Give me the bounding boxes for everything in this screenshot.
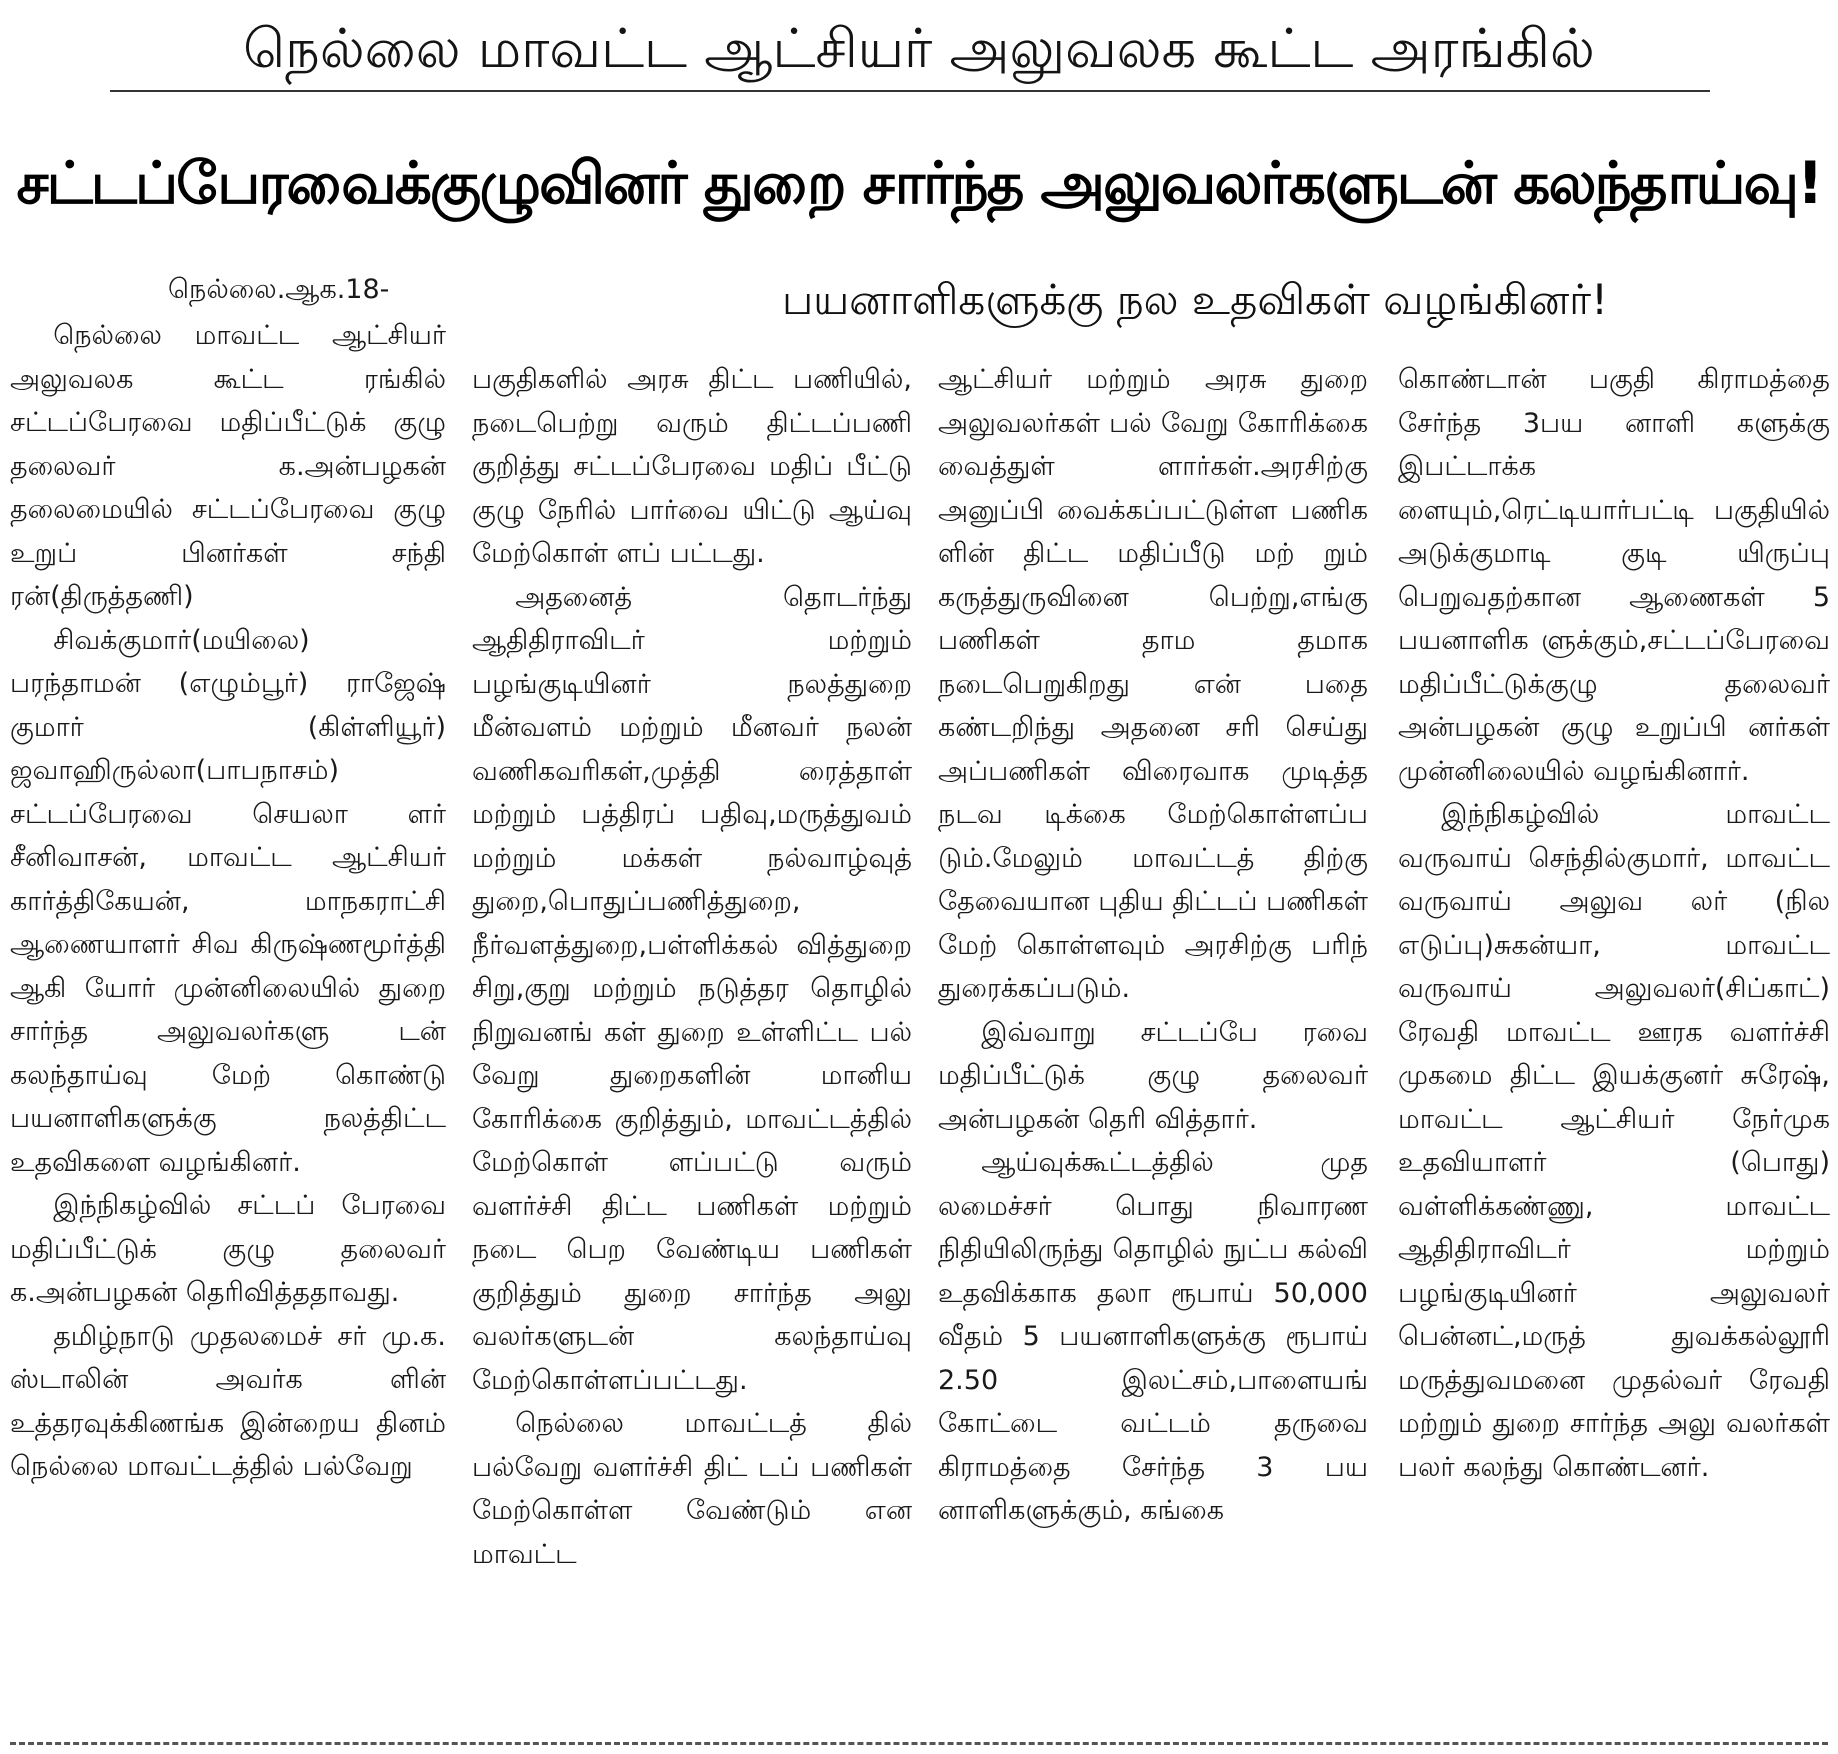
paragraph: ஆய்வுக்கூட்டத்தில் முத லமைச்சர் பொது நிவாரண நிதியிலிருந்து தொழில் நுட்ப கல்வி உதவிக்காக தலா ரூபாய் 50,000 வீதம் 5 பயனாளிகளுக்கு ரூபாய் 2.50 இலட்சம்,பாளையங் கோட்டை வட்டம் தருவை கிராமத்தை சேர்ந்த 3 பய னாளிகளுக்கும், கங்கை — [938, 1147, 1368, 1526]
paragraph: நெல்லை மாவட்டத் தில் பல்வேறு வளர்ச்சி திட் டப் பணிகள் மேற்கொள்ள வேண்டும் என மாவட்ட — [472, 1408, 912, 1570]
article-column-2 — [472, 358, 912, 1734]
paragraph: இந்நிகழ்வில் மாவட்ட வருவாய் செந்தில்குமார், மாவட்ட வருவாய் அலுவ லர் (நில எடுப்பு)சுகன்யா, மாவட்ட வருவாய் அலுவலர்(சிப்காட்) ரேவதி மாவட்ட ஊரக வளர்ச்சி முகமை திட்ட இயக்குனர் சுரேஷ், மாவட்ட ஆட்சியர் நேர்முக உதவியாளர் (பொது) வள்ளிக்கண்ணு, மாவட்ட ஆதிதிராவிடர் மற்றும் பழங்குடியினர் அலுவலர் பென்னட்,மருத் துவக்கல்லூரி மருத்துவமனை முதல்வர் ரேவதி மற்றும் துறை சார்ந்த அலு வலர்கள் பலர் கலந்து கொண்டனர். — [1398, 799, 1830, 1483]
paragraph: அதனைத் தொடர்ந்து ஆதிதிராவிடர் மற்றும் பழங்குடியினர் நலத்துறை மீன்வளம் மற்றும் மீனவர் நலன் வணிகவரிகள்,முத்தி ரைத்தாள் மற்றும் பத்திரப் பதிவு,மருத்துவம் மற்றும் மக்கள் நல்வாழ்வுத் துறை,பொதுப்பணித்துறை, நீர்வளத்துறை,பள்ளிக்கல் வித்துறை சிறு,குறு மற்றும் நடுத்தர தொழில் நிறுவனங் கள் துறை உள்ளிட்ட பல் வேறு துறைகளின் மானிய கோரிக்கை குறித்தும், மாவட்டத்தில் மேற்கொள் ளப்பட்டு வரும் வளர்ச்சி திட்ட பணிகள் மற்றும் நடை பெற வேண்டிய பணிகள் குறித்தும் துறை சார்ந்த அலு வலர்களுடன் கலந்தாய்வு மேற்கொள்ளப்பட்டது. — [472, 581, 912, 1396]
kicker-rule — [110, 90, 1710, 92]
dateline: நெல்லை.ஆக.18- — [168, 274, 390, 305]
paragraph: நெல்லை மாவட்ட ஆட்சியர் அலுவலக கூட்ட ரங்கில் சட்டப்பேரவை மதிப்பீட்டுக் குழு தலைவர் க.அன்பழகன் தலைமையில் சட்டப்பேரவை குழு உறுப் பினர்கள் சந்தி ரன்(திருத்தணி) — [10, 320, 446, 612]
paragraph: ஆட்சியர் மற்றும் அரசு துறை அலுவலர்கள் பல் வேறு கோரிக்கை வைத்துள் ளார்கள்.அரசிற்கு அனுப்பி வைக்கப்பட்டுள்ள பணிக ளின் திட்ட மதிப்பீடு மற் றும் கருத்துருவினை பெற்று,எங்கு பணிகள் தாம தமாக நடைபெறுகிறது என் பதை கண்டறிந்து அதனை சரி செய்து அப்பணிகள் விரைவாக முடித்த நடவ டிக்கை மேற்கொள்ளப்ப டும்.மேலும் மாவட்டத் திற்கு தேவையான புதிய திட்டப் பணிகள் மேற் கொள்ளவும் அரசிற்கு பரிந் துரைக்கப்படும். — [938, 364, 1368, 1004]
headline: சட்டப்பேரவைக்குழுவினர் துறை சார்ந்த அலுவலர்களுடன் கலந்தாய்வு! — [16, 149, 1822, 217]
paragraph: பகுதிகளில் அரசு திட்ட பணியில், நடைபெற்று வரும் திட்டப்பணி குறித்து சட்டப்பேரவை மதிப் பீட்டு குழு நேரில் பார்வை யிட்டு ஆய்வு மேற்கொள் ளப் பட்டது. — [472, 364, 912, 569]
kicker: நெல்லை மாவட்ட ஆட்சியர் அலுவலக கூட்ட அரங்கில் — [243, 17, 1595, 80]
article-column-3 — [938, 358, 1368, 1734]
paragraph: இவ்வாறு சட்டப்பே ரவை மதிப்பீட்டுக் குழு தலைவர் அன்பழகன் தெரி வித்தார். — [938, 1016, 1368, 1135]
paragraph: சிவக்குமார்(மயிலை) பரந்தாமன் (எழும்பூர்) ராஜேஷ் குமார் (கிள்ளியூர்) ஜவாஹிருல்லா(பாபநாசம்) சட்டப்பேரவை செயலா ளர் சீனிவாசன், மாவட்ட ஆட்சியர் கார்த்திகேயன், மாநகராட்சி ஆணையாளர் சிவ கிருஷ்ணமூர்த்தி ஆகி யோர் முன்னிலையில் துறை சார்ந்த அலுவலர்களு டன் கலந்தாய்வு மேற் கொண்டு பயனாளிகளுக்கு நலத்திட்ட உதவிகளை வழங்கினர். — [10, 624, 446, 1178]
paragraph: இந்நிகழ்வில் சட்டப் பேரவை மதிப்பீட்டுக் குழு தலைவர் க.அன்பழகன் தெரிவித்ததாவது. — [10, 1190, 446, 1308]
article-column-1 — [10, 314, 446, 1734]
article-column-4 — [1398, 358, 1830, 1734]
paragraph: கொண்டான் பகுதி கிராமத்தை சேர்ந்த 3பய னாளி களுக்கு இபட்டாக்க ளையும்,ரெட்டியார்பட்டி பகுதியில் அடுக்குமாடி குடி யிருப்பு பெறுவதற்கான ஆணைகள் 5 பயனாளிக ளுக்கும்,சட்டப்பேரவை மதிப்பீட்டுக்குழு தலைவர் அன்பழகன் குழு உறுப்பி னர்கள் முன்னிலையில் வழங்கினார். — [1398, 364, 1830, 787]
paragraph: தமிழ்நாடு முதலமைச் சர் மு.க. ஸ்டாலின் அவர்க ளின் உத்தரவுக்கிணங்க இன்றைய தினம் நெல்லை மாவட்டத்தில் பல்வேறு — [10, 1320, 446, 1482]
subheadline: பயனாளிகளுக்கு நல உதவிகள் வழங்கினர்! — [782, 275, 1608, 324]
bottom-dashed-rule — [10, 1742, 1828, 1745]
